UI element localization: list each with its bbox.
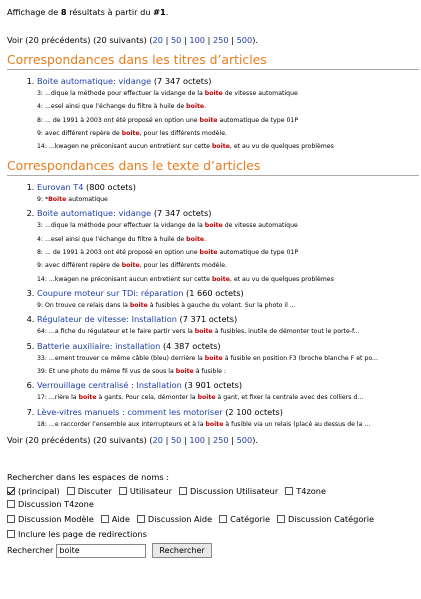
namespace-option-label: Discussion Modèle bbox=[18, 513, 94, 524]
namespace-option-label: Aide bbox=[111, 513, 130, 524]
namespace-row bbox=[7, 528, 419, 541]
namespace-option-label: Discuter bbox=[77, 485, 112, 496]
result-item bbox=[37, 182, 419, 204]
pager-size-20[interactable]: 20 bbox=[152, 435, 163, 446]
snippet-text: 3: ...dique la méthode pour effectuer la vidange de la bbox=[37, 90, 205, 98]
result-snippet bbox=[37, 142, 419, 151]
snippet-text: à fusibles, inutile de démonter tout le porte-f... bbox=[212, 328, 360, 336]
namespace-option[interactable] bbox=[119, 485, 172, 498]
result-size: (1 660 octets) bbox=[186, 287, 244, 298]
result-title-link[interactable]: Boite automatique: vidange bbox=[37, 76, 152, 86]
pager-size-50[interactable]: 50 bbox=[170, 435, 182, 446]
result-snippet bbox=[37, 327, 419, 336]
namespace-option[interactable] bbox=[7, 513, 94, 526]
result-snippet bbox=[37, 89, 419, 98]
snippet-text: à gants. Pour cela, démonter la bbox=[96, 394, 198, 402]
snippet-text: . bbox=[204, 235, 207, 243]
snippet-text: 64: ...a fiche du régulateur et le faire partir vers la bbox=[37, 328, 195, 336]
pager-size-250[interactable]: 250 bbox=[212, 435, 229, 446]
namespace-option[interactable] bbox=[101, 513, 130, 526]
result-snippet bbox=[37, 195, 419, 204]
result-size: (3 901 octets) bbox=[184, 380, 243, 391]
namespace-checkbox[interactable] bbox=[285, 487, 293, 495]
result-item bbox=[37, 76, 419, 152]
snippet-highlight: boite bbox=[78, 394, 97, 402]
namespace-option-label: Discussion Catégorie bbox=[288, 513, 375, 524]
pager-next: (20 suivants) bbox=[93, 35, 147, 46]
summary-count: 8 bbox=[60, 7, 67, 17]
result-item bbox=[37, 208, 419, 284]
pager-size-20[interactable]: 20 bbox=[152, 35, 163, 46]
pager-size-100[interactable]: 100 bbox=[189, 35, 205, 46]
result-snippet bbox=[37, 102, 419, 111]
result-size: (7 371 octets) bbox=[179, 314, 238, 325]
result-title-link[interactable]: Batterie auxiliaire: installation bbox=[37, 340, 161, 351]
result-snippet bbox=[37, 235, 419, 244]
namespace-option-label: Discussion Aide bbox=[147, 513, 213, 524]
result-title-link[interactable]: Boite automatique: vidange bbox=[37, 208, 152, 219]
result-snippet bbox=[37, 116, 419, 125]
result-size: (800 octets) bbox=[86, 182, 136, 193]
namespace-option[interactable] bbox=[7, 528, 147, 541]
snippet-text: 9: avec différent repère de bbox=[37, 129, 122, 137]
result-size: (4 387 octets) bbox=[162, 340, 221, 351]
result-item bbox=[37, 380, 419, 402]
result-snippet bbox=[37, 420, 419, 429]
snippet-text: 18: ...e raccorder l’ensemble aux interrupteurs et à la bbox=[37, 420, 206, 428]
pager-top: Voir (20 précédents) (20 suivants) (20 | 50 | 100 | 250 | 500). bbox=[7, 35, 259, 46]
snippet-text: 3: ...dique la méthode pour effectuer la vidange de la bbox=[37, 222, 205, 230]
namespace-row bbox=[7, 485, 419, 511]
summary-start: #1 bbox=[153, 7, 166, 17]
namespace-checkbox[interactable] bbox=[277, 515, 285, 523]
namespace-option-label: Catégorie bbox=[230, 513, 271, 524]
snippet-text: de vitesse automatique bbox=[222, 90, 298, 98]
snippet-text: 9: avec différent repère de bbox=[37, 262, 122, 270]
namespace-option[interactable] bbox=[137, 513, 212, 526]
snippet-text: à fusibles à gauche du volant. Sur la photo il ... bbox=[147, 302, 296, 310]
snippet-highlight: boite bbox=[175, 368, 194, 376]
result-snippet bbox=[37, 129, 419, 138]
search-input[interactable] bbox=[56, 544, 146, 558]
snippet-highlight: boite bbox=[199, 116, 218, 124]
text-matches-list bbox=[7, 182, 419, 429]
snippet-text: 8: ... de 1991 à 2003 ont été proposé en option une bbox=[37, 249, 200, 257]
snippet-text: de vitesse automatique bbox=[222, 222, 298, 230]
snippet-highlight: boite bbox=[204, 222, 223, 230]
snippet-text: , et au vu de quelques problèmes bbox=[229, 275, 334, 283]
namespace-row bbox=[7, 513, 419, 526]
namespace-option[interactable] bbox=[219, 513, 270, 526]
snippet-highlight: boite bbox=[211, 143, 230, 151]
result-title-link[interactable]: Lève-vitres manuels : comment les motoriser bbox=[37, 406, 223, 417]
search-results-page bbox=[7, 0, 419, 558]
namespace-checkbox[interactable] bbox=[137, 515, 145, 523]
snippet-highlight: boite bbox=[204, 90, 223, 98]
snippet-text: automatique de type 01P bbox=[217, 249, 299, 257]
pager-next: (20 suivants) bbox=[93, 435, 147, 446]
snippet-highlight: Boite bbox=[48, 196, 67, 204]
snippet-text: 4: ...esel ainsi que l’échange du filtre à huile de bbox=[37, 235, 187, 243]
result-title-link[interactable]: Eurovan T4 bbox=[37, 182, 84, 193]
result-snippet bbox=[37, 261, 419, 270]
search-button[interactable]: Rechercher bbox=[152, 543, 211, 558]
result-item bbox=[37, 407, 419, 429]
snippet-text: 39: Et une photo du même fil vus de sous la bbox=[37, 368, 176, 376]
summary-prefix: Affichage de bbox=[7, 7, 61, 17]
search-form bbox=[7, 543, 419, 558]
namespace-checkbox[interactable] bbox=[7, 487, 15, 495]
snippet-text: 14: ...kwagen ne préconisant aucun entretient sur cette bbox=[37, 275, 212, 283]
result-title-link[interactable]: Régulateur de vitesse: Installation bbox=[37, 314, 177, 325]
result-snippet bbox=[37, 248, 419, 257]
result-size: (2 100 octets) bbox=[225, 406, 283, 417]
namespace-label: Rechercher dans les espaces de noms : bbox=[7, 472, 169, 483]
snippet-text: 9: * bbox=[37, 196, 49, 204]
namespace-option-label: T4zone bbox=[296, 485, 326, 496]
snippet-text: automatique de type 01P bbox=[217, 116, 299, 124]
snippet-highlight: boite bbox=[197, 394, 216, 402]
snippet-highlight: boite bbox=[194, 328, 213, 336]
namespace-option[interactable] bbox=[7, 498, 94, 511]
result-snippet bbox=[37, 221, 419, 230]
snippet-text: à fusible en position F3 (broche blanche F et po... bbox=[222, 354, 378, 362]
result-item bbox=[37, 288, 419, 310]
snippet-text: à fusible via un relais (placé au dessus de la ... bbox=[223, 420, 371, 428]
namespace-checkbox[interactable] bbox=[7, 515, 15, 523]
summary-suffix: . bbox=[165, 7, 169, 17]
result-title-link[interactable]: Coupure moteur sur TDi: réparation bbox=[37, 287, 184, 298]
namespace-checkbox[interactable] bbox=[7, 530, 15, 538]
pager-size-50[interactable]: 50 bbox=[170, 35, 182, 46]
snippet-text: 14: ...kwagen ne préconisant aucun entretient sur cette bbox=[37, 143, 212, 151]
snippet-highlight: boite bbox=[204, 354, 223, 362]
snippet-text: 33: ...ement trouver ce même câble (bleu) derrière la bbox=[37, 354, 205, 362]
namespace-option[interactable] bbox=[7, 485, 60, 498]
title-matches-heading: Correspondances dans les titres d’articles bbox=[7, 52, 419, 71]
snippet-highlight: boite bbox=[121, 129, 140, 137]
snippet-highlight: boite bbox=[199, 249, 218, 257]
namespace-checkbox-rows bbox=[7, 485, 419, 542]
search-label: Rechercher bbox=[7, 545, 54, 556]
namespace-option-label: Utilisateur bbox=[129, 485, 172, 496]
results-summary bbox=[7, 7, 419, 17]
snippet-highlight: boite bbox=[186, 235, 205, 243]
namespace-option[interactable] bbox=[285, 485, 326, 498]
snippet-text: 17: ...rière la bbox=[37, 394, 79, 402]
namespace-option[interactable] bbox=[277, 513, 374, 526]
namespace-checkbox[interactable] bbox=[179, 487, 187, 495]
snippet-highlight: boite bbox=[129, 302, 148, 310]
snippet-highlight: boite bbox=[211, 275, 230, 283]
pager-bottom: Voir (20 précédents) (20 suivants) (20 | 50 | 100 | 250 | 500). bbox=[7, 435, 259, 446]
namespace-option-label: (principal) bbox=[18, 485, 60, 496]
result-snippet bbox=[37, 393, 419, 402]
snippet-highlight: boite bbox=[121, 262, 140, 270]
namespace-options bbox=[7, 472, 419, 558]
snippet-text: , pour les différents modèle. bbox=[139, 262, 227, 270]
namespace-option[interactable] bbox=[67, 485, 112, 498]
namespace-checkbox[interactable] bbox=[219, 515, 227, 523]
namespace-option-label: Discussion T4zone bbox=[18, 498, 94, 509]
snippet-text: . bbox=[204, 103, 207, 111]
snippet-highlight: boite bbox=[186, 103, 205, 111]
snippet-text: , et au vu de quelques problèmes bbox=[229, 143, 334, 151]
result-size: (7 347 octets) bbox=[153, 76, 212, 86]
result-snippet bbox=[37, 275, 419, 284]
snippet-text: 4: ...esel ainsi que l’échange du filtre à huile de bbox=[37, 103, 187, 111]
namespace-option[interactable] bbox=[179, 485, 278, 498]
namespace-option-label: Discussion Utilisateur bbox=[189, 485, 279, 496]
result-title-link[interactable]: Verrouillage centralisé : Installation bbox=[37, 380, 182, 391]
pager-size-500[interactable]: 500 bbox=[236, 35, 253, 46]
namespace-option-label: Inclure les page de redirections bbox=[18, 528, 147, 539]
pager-size-100[interactable]: 100 bbox=[189, 435, 205, 446]
namespace-checkbox[interactable] bbox=[67, 487, 75, 495]
snippet-text: , pour les différents modèle. bbox=[139, 129, 227, 137]
pager-size-250[interactable]: 250 bbox=[212, 35, 229, 46]
namespace-checkbox[interactable] bbox=[119, 487, 127, 495]
result-size: (7 347 octets) bbox=[153, 208, 212, 219]
snippet-text: à fusible : bbox=[193, 368, 227, 376]
namespace-checkbox[interactable] bbox=[101, 515, 109, 523]
title-matches-list bbox=[7, 76, 419, 152]
snippet-text: automatique bbox=[66, 196, 108, 204]
snippet-highlight: boite bbox=[205, 420, 224, 428]
snippet-text: 9: On trouve ce relais dans la bbox=[37, 302, 130, 310]
snippet-text: à gant, et fixer la centrale avec des colliers d... bbox=[215, 394, 364, 402]
namespace-checkbox[interactable] bbox=[7, 500, 15, 508]
result-snippet bbox=[37, 367, 419, 376]
summary-middle: résultats à partir du bbox=[66, 7, 154, 17]
result-item bbox=[37, 314, 419, 336]
result-item bbox=[37, 341, 419, 377]
result-snippet bbox=[37, 354, 419, 363]
snippet-text: 8: ... de 1991 à 2003 ont été proposé en option une bbox=[37, 116, 200, 124]
result-snippet bbox=[37, 301, 419, 310]
pager-prev: Voir (20 précédents) bbox=[7, 435, 91, 446]
pager-size-500[interactable]: 500 bbox=[236, 435, 253, 446]
text-matches-heading: Correspondances dans le texte d’articles bbox=[7, 158, 419, 177]
pager-prev: Voir (20 précédents) bbox=[7, 35, 91, 46]
